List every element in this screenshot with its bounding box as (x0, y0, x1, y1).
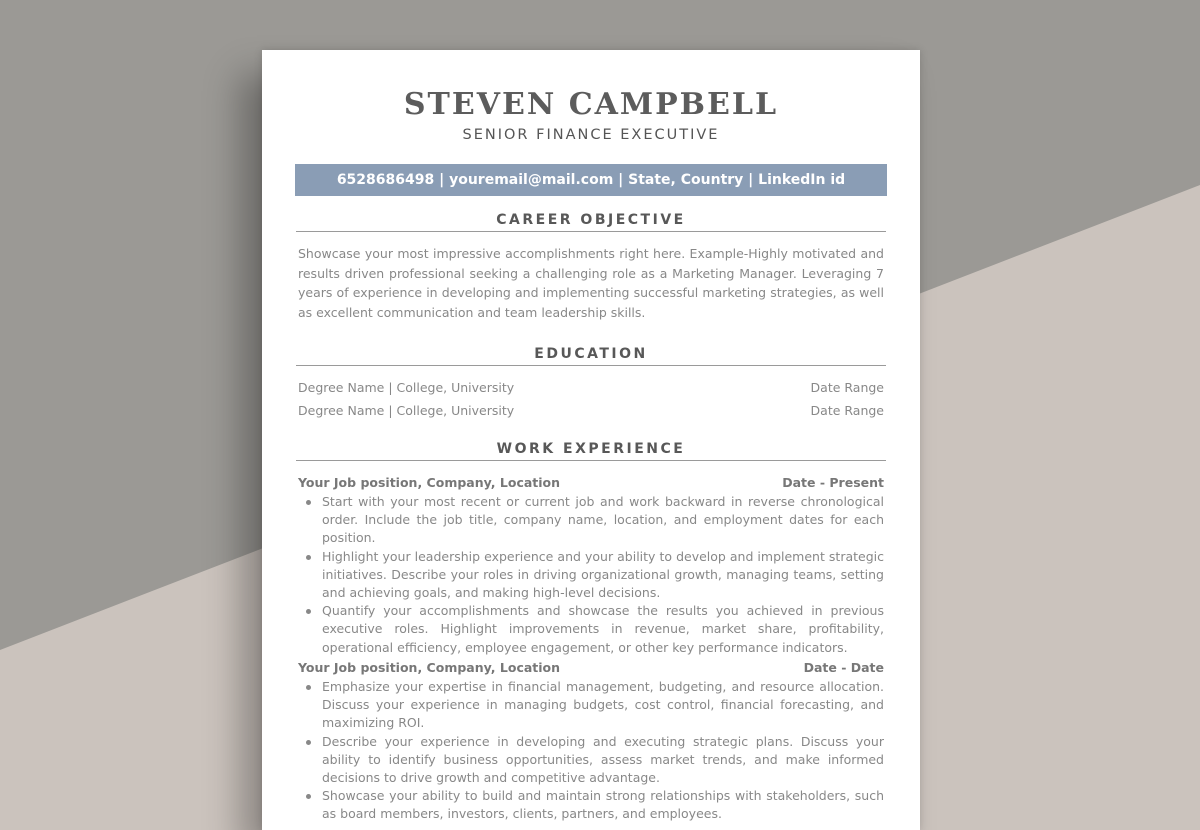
job-bullet-text: Highlight your leadership experience and your ability to develop and implement strategic initiatives. Describe your roles in driving organizational growth, managing teams, setting and achieving goals, and making high-level decisions. (322, 548, 884, 601)
resume-job-title: SENIOR FINANCE EXECUTIVE (462, 127, 720, 143)
bullet-dot-icon (306, 500, 311, 505)
job-bullet (298, 678, 884, 733)
job-bullet-text: Quantify your accomplishments and showcase the results you achieved in previous executive roles. Highlight improvements in revenue, market share, profitability, operational efficiency, employee engagement, or other key performance indicators. (322, 603, 884, 655)
job-bullet-text: Start with your most recent or current job and work backward in reverse chronological order. Include the job title, company name, location, and employment dates for each position. (322, 494, 884, 546)
resume-name: STEVEN CAMPBELL (403, 87, 779, 122)
contact-bar: 6528686498 | youremail@mail.com | State, Country | LinkedIn id (295, 164, 887, 196)
job-bullet-text: Showcase your ability to build and maintain strong relationships with stakeholders, such as board members, investors, clients, partners, and employees. (322, 788, 884, 822)
bullet-dot-icon (306, 740, 311, 745)
job-bullet (298, 787, 884, 823)
job-bullet (298, 733, 884, 788)
bullet-dot-icon (306, 685, 311, 690)
job-date: Date - Present (782, 475, 884, 490)
job-bullet (298, 548, 884, 603)
education-entry (298, 403, 884, 418)
bullet-dot-icon (306, 555, 311, 560)
job-header (298, 660, 884, 675)
job-date: Date - Date (803, 660, 884, 675)
education-entry (298, 380, 884, 395)
job-bullet-text: Emphasize your expertise in financial management, budgeting, and resource allocation. Discuss your experience in managing budgets, cost control, financial forecasting, and maximizing ROI. (322, 679, 884, 731)
bullet-dot-icon (306, 794, 311, 799)
section-heading-education: EDUCATION (296, 346, 886, 366)
job-bullet-list (298, 493, 884, 657)
job-bullet (298, 493, 884, 548)
bullet-dot-icon (306, 609, 311, 614)
section-heading-work-experience: WORK EXPERIENCE (296, 441, 886, 461)
education-date: Date Range (810, 403, 884, 418)
section-heading-career-objective: CAREER OBJECTIVE (296, 212, 886, 232)
job-position: Your Job position, Company, Location (298, 660, 561, 675)
job-header (298, 475, 884, 490)
education-degree: Degree Name | College, University (298, 403, 515, 418)
job-bullet-list (298, 678, 884, 824)
education-degree: Degree Name | College, University (298, 380, 515, 395)
resume-page (262, 50, 920, 830)
job-position: Your Job position, Company, Location (298, 475, 561, 490)
job-bullet-text: Describe your experience in developing and executing strategic plans. Discuss your ability to identify business opportunities, assess market trends, and make informed decisions to drive growth and competitive advantage. (322, 733, 884, 786)
job-bullet (298, 602, 884, 657)
education-date: Date Range (810, 380, 884, 395)
career-objective-text: Showcase your most impressive accomplishments right here. Example-Highly motivated and results driven professional seeking a challenging role as a Marketing Manager. Leveraging 7 years of experience in developing and implementing successful marketing strategies, as well as excellent communication and team leadership skills. (298, 246, 884, 320)
